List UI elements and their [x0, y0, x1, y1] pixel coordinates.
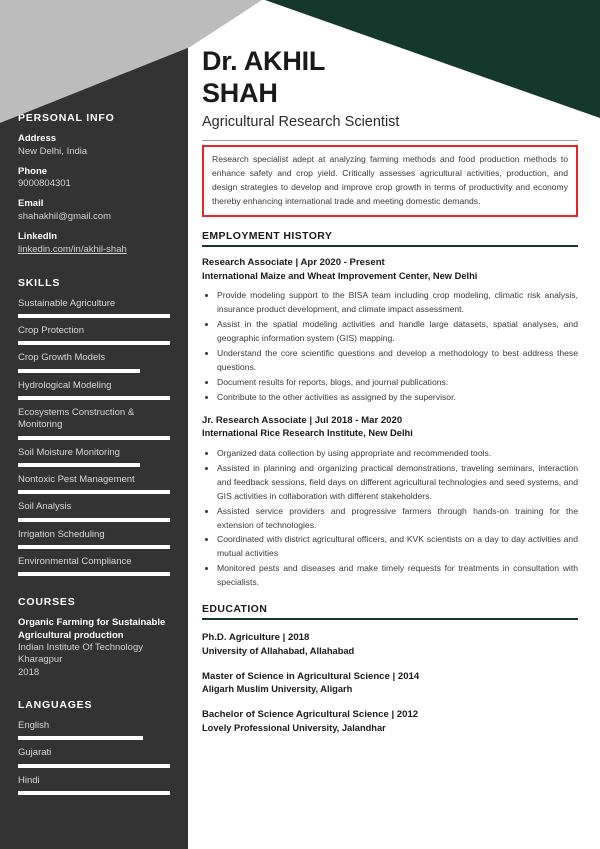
employment-history-heading: EMPLOYMENT HISTORY [202, 230, 578, 247]
skill-bar-track [18, 490, 170, 494]
skill-bar-fill [18, 396, 170, 400]
page-title [202, 0, 578, 110]
contact-value-address: New Delhi, India [18, 145, 88, 157]
skill-bar-fill [18, 436, 170, 440]
sidebar [0, 0, 188, 849]
skill-label: Hydrological Modeling [18, 379, 112, 391]
education-heading: EDUCATION [202, 603, 578, 620]
languages-heading: LANGUAGES [18, 699, 93, 711]
duty-item: • Understand the core scientific questions and develop a methodology to best address these questions. [217, 347, 578, 375]
contact-label-linkedin: LinkedIn [18, 230, 58, 242]
skill-bar-fill [18, 518, 170, 522]
summary-box [202, 145, 578, 217]
language-bar-track [18, 736, 170, 740]
skill-item [18, 352, 170, 372]
employment-role: Research Associate | Apr 2020 - Present [202, 256, 385, 268]
skill-bar-fill [18, 490, 170, 494]
skill-item [18, 501, 170, 521]
duty-item: • Assisted in planning and organizing practical demonstrations, traveling seminars, interaction and feedback sessions, field days on different agricultural technologies and seed systems, and GIS activities in collaboration with different stakeholders. [217, 462, 578, 504]
skill-item [18, 325, 170, 345]
education-degree: Ph.D. Agriculture | 2018 [202, 632, 310, 644]
education-entry [202, 631, 578, 658]
employment-entry [202, 414, 578, 591]
education-school: Aligarh Muslim University, Aligarh [202, 684, 353, 695]
title-divider [202, 140, 578, 141]
courses-heading: COURSES [18, 596, 76, 609]
contact-label-address: Address [18, 133, 57, 144]
contact-value-phone: 9000804301 [18, 178, 71, 190]
language-bar-track [18, 791, 170, 795]
skill-item [18, 474, 170, 494]
sidebar-content [18, 112, 170, 802]
contact-label-phone: Phone [18, 165, 48, 177]
course-title: Organic Farming for Sustainable Agricultural production [18, 617, 166, 641]
language-bar-fill [18, 791, 170, 795]
duty-item: • Contribute to the other activities as assigned by the supervisor. [217, 391, 578, 405]
skill-item [18, 407, 170, 440]
skill-bar-fill [18, 463, 140, 467]
skill-label: Sustainable Agriculture [18, 297, 116, 309]
skill-label: Soil Analysis [18, 501, 72, 513]
language-item [18, 775, 170, 795]
skill-item [18, 447, 170, 467]
contact-item-linkedin [18, 231, 170, 257]
skill-bar-track [18, 463, 170, 467]
language-label: Hindi [18, 774, 40, 786]
personal-info-heading: PERSONAL INFO [18, 112, 115, 124]
skill-label: Irrigation Scheduling [18, 528, 105, 540]
contact-value-email: shahakhil@gmail.com [18, 211, 112, 223]
employment-organization: International Rice Research Institute, New Delhi [202, 428, 413, 439]
skill-label: Environmental Compliance [18, 555, 132, 567]
contact-value-linkedin[interactable]: linkedin.com/in/akhil-shah [18, 243, 127, 255]
duty-item: • Assisted service providers and progressive farmers through hands-on training for the extension of technologies. [217, 505, 578, 533]
skill-bar-fill [18, 341, 170, 345]
skill-label: Crop Protection [18, 324, 85, 336]
language-bar-track [18, 764, 170, 768]
education-degree: Master of Science in Agricultural Science | 2014 [202, 670, 420, 682]
skill-item [18, 298, 170, 318]
education-school: University of Allahabad, Allahabad [202, 646, 355, 657]
duty-item: • Monitored pests and diseases and make timely requests for treatments in consultation with specialists. [217, 562, 578, 590]
course-item [18, 617, 170, 679]
skill-item [18, 380, 170, 400]
contact-item-email [18, 198, 170, 224]
employment-organization: International Maize and Wheat Improvement Center, New Delhi [202, 270, 478, 281]
education-degree: Bachelor of Science Agricultural Science | 2012 [202, 708, 419, 720]
course-institution: Indian Institute Of Technology Kharagpur [18, 641, 143, 666]
education-entry [202, 708, 578, 735]
skill-bar-track [18, 396, 170, 400]
skill-label: Soil Moisture Monitoring [18, 446, 120, 458]
languages-list [18, 720, 170, 795]
skill-bar-track [18, 545, 170, 549]
duty-item: • Provide modeling support to the BISA team including crop modeling, climatic risk analysis, insurance product development, and climate impact assessment. [217, 289, 578, 317]
duty-item: • Assist in the spatial modeling activities and handle large datasets, spatial analyses, and geographic information system (GIS) mapping. [217, 318, 578, 346]
language-item [18, 720, 170, 740]
job-title: Agricultural Research Scientist [202, 113, 400, 130]
employment-duties [202, 447, 578, 590]
contact-label-email: Email [18, 198, 44, 210]
name-line-2: SHAH [202, 77, 278, 108]
name-line-1: Dr. AKHIL [202, 46, 326, 76]
language-label: Gujarati [18, 747, 52, 759]
skill-item [18, 529, 170, 549]
skill-bar-track [18, 436, 170, 440]
duty-item: • Organized data collection by using appropriate and recommended tools. [217, 447, 578, 461]
skills-heading: SKILLS [18, 276, 61, 289]
skill-item [18, 556, 170, 576]
skill-bar-track [18, 341, 170, 345]
skills-list [18, 298, 170, 577]
language-label: English [18, 720, 50, 731]
language-bar-fill [18, 764, 170, 768]
skill-bar-track [18, 518, 170, 522]
skill-bar-fill [18, 369, 140, 373]
skill-label: Nontoxic Pest Management [18, 473, 135, 485]
skill-bar-fill [18, 545, 170, 549]
employment-entry [202, 256, 578, 405]
contact-item-phone [18, 166, 170, 192]
skill-bar-fill [18, 314, 170, 318]
employment-role: Jr. Research Associate | Jul 2018 - Mar 2020 [202, 414, 403, 426]
education-school: Lovely Professional University, Jalandhar [202, 722, 386, 733]
duty-item: • Document results for reports, blogs, and journal publications. [217, 376, 578, 390]
skill-label: Ecosystems Construction & Monitoring [18, 406, 135, 431]
skill-label: Crop Growth Models [18, 352, 106, 364]
skill-bar-fill [18, 572, 170, 576]
skill-bar-track [18, 314, 170, 318]
contact-item-address [18, 133, 170, 159]
employment-duties [202, 289, 578, 404]
duty-item: • Coordinated with district agricultural officers, and KVK scientists on a day to day activities and mutual activities [217, 533, 578, 561]
skill-bar-track [18, 369, 170, 373]
course-year: 2018 [18, 666, 40, 678]
skill-bar-track [18, 572, 170, 576]
language-bar-fill [18, 736, 143, 740]
education-entry [202, 670, 578, 697]
summary-text: Research specialist adept at analyzing farming methods and food production methods to enhance safety and crop yield. Critically assesses agricultural activities, production, and design strategies to develop and improve crop growth in terms of productivity and economy thereby enhancing international trade and meeting domestic demands. [212, 154, 568, 206]
language-item [18, 747, 170, 767]
main-column [188, 0, 600, 849]
personal-info-list [18, 133, 170, 257]
